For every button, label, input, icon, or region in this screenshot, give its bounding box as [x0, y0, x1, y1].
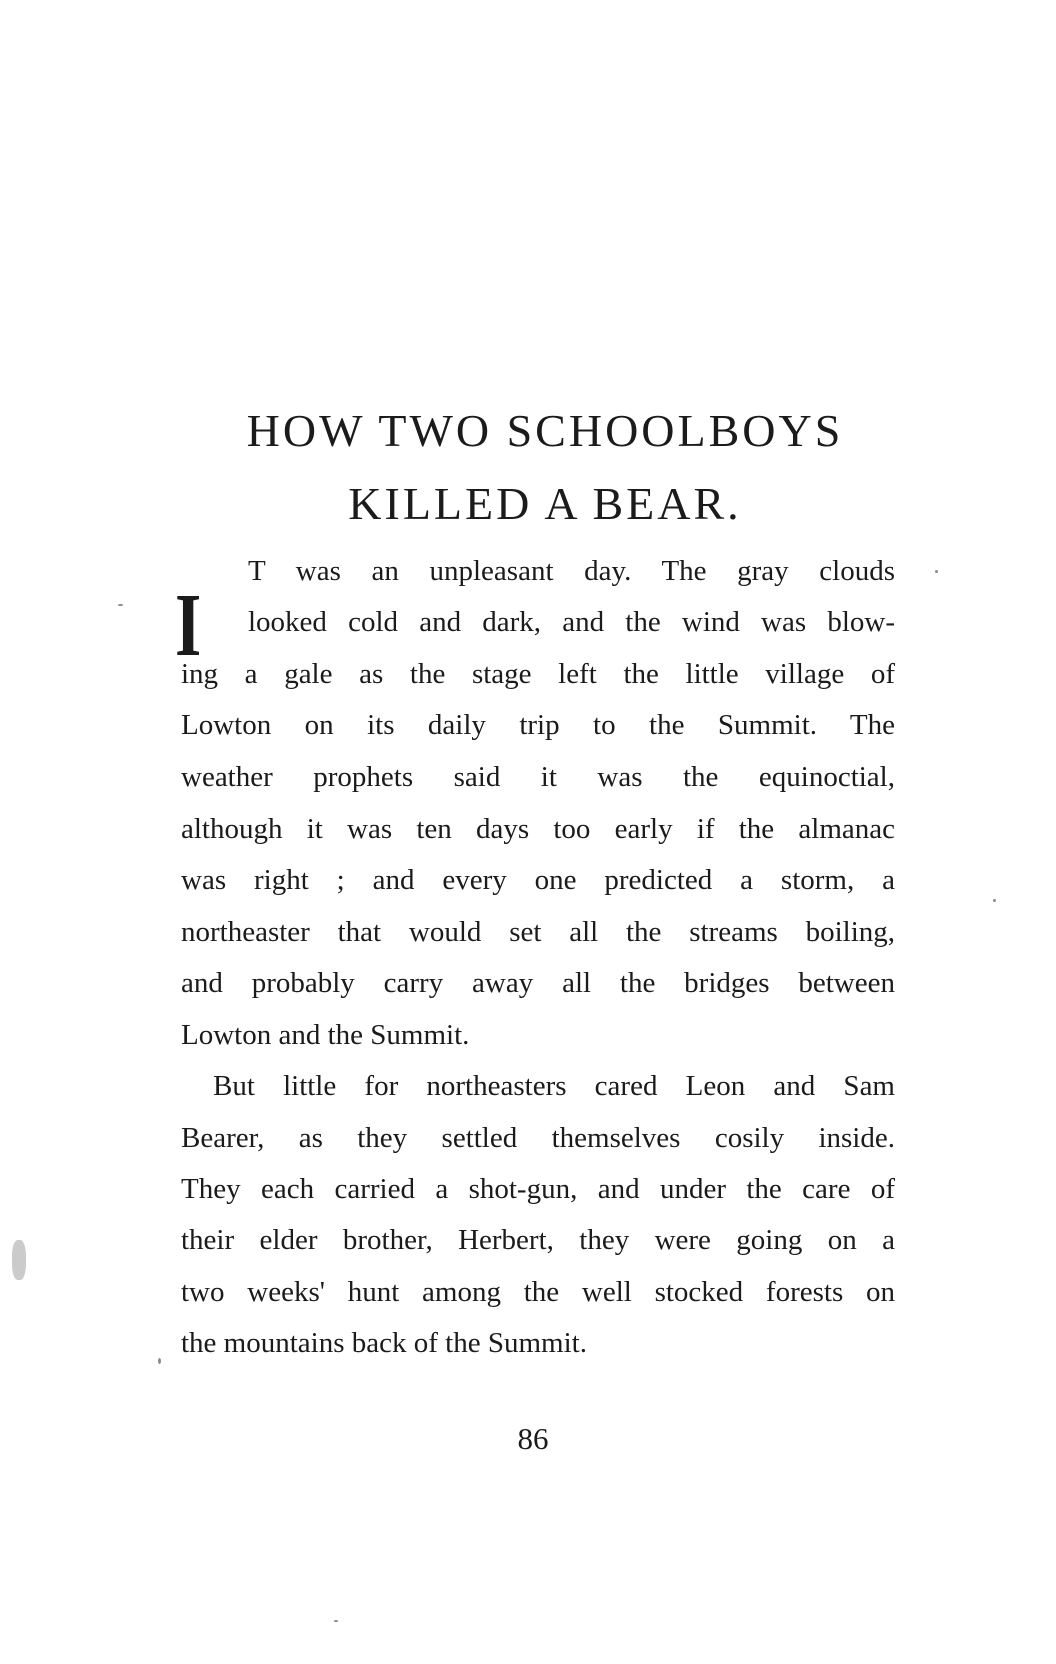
paragraph-1-line-2: looked cold and dark, and the wind was blow-: [248, 606, 895, 638]
paragraph-2-line-5: two weeks' hunt among the well stocked forests on: [181, 1276, 895, 1308]
paragraph-1-line-3: ing a gale as the stage left the little village of: [181, 658, 895, 690]
paragraph-1-line-1: T was an unpleasant day. The gray clouds: [248, 555, 895, 587]
chapter-title-line-2: KILLED A BEAR.: [348, 478, 742, 529]
paragraph-2-line-2: Bearer, as they settled themselves cosily inside.: [181, 1122, 895, 1154]
scan-speck: [993, 899, 996, 902]
paragraph-1-line-9: and probably carry away all the bridges between: [181, 967, 895, 999]
scan-speck: [118, 604, 123, 606]
paragraph-2-line-1: But little for northeasters cared Leon and Sam: [213, 1070, 895, 1102]
scan-speck: [334, 1620, 338, 1622]
paragraph-1-line-6: although it was ten days too early if the almanac: [181, 813, 895, 845]
paragraph-1-line-4: Lowton on its daily trip to the Summit. The: [181, 709, 895, 741]
scan-speck: [935, 570, 938, 573]
paragraph-2-line-3: They each carried a shot-gun, and under the care of: [181, 1173, 895, 1205]
page-number: 86: [517, 1421, 549, 1456]
chapter-title-line-1: HOW TWO SCHOOLBOYS: [246, 405, 844, 456]
paragraph-1-line-5: weather prophets said it was the equinoctial,: [181, 761, 895, 793]
scan-speck: [158, 1358, 161, 1364]
scan-smudge: [12, 1240, 26, 1280]
drop-cap: I: [175, 576, 202, 675]
paragraph-2-line-4: their elder brother, Herbert, they were going on a: [181, 1224, 895, 1256]
paragraph-1-line-8: northeaster that would set all the streams boiling,: [181, 916, 895, 948]
paragraph-2-line-6: the mountains back of the Summit.: [181, 1327, 587, 1359]
paragraph-1-line-10: Lowton and the Summit.: [181, 1019, 470, 1051]
paragraph-1-line-7: was right ; and every one predicted a storm, a: [181, 864, 895, 896]
